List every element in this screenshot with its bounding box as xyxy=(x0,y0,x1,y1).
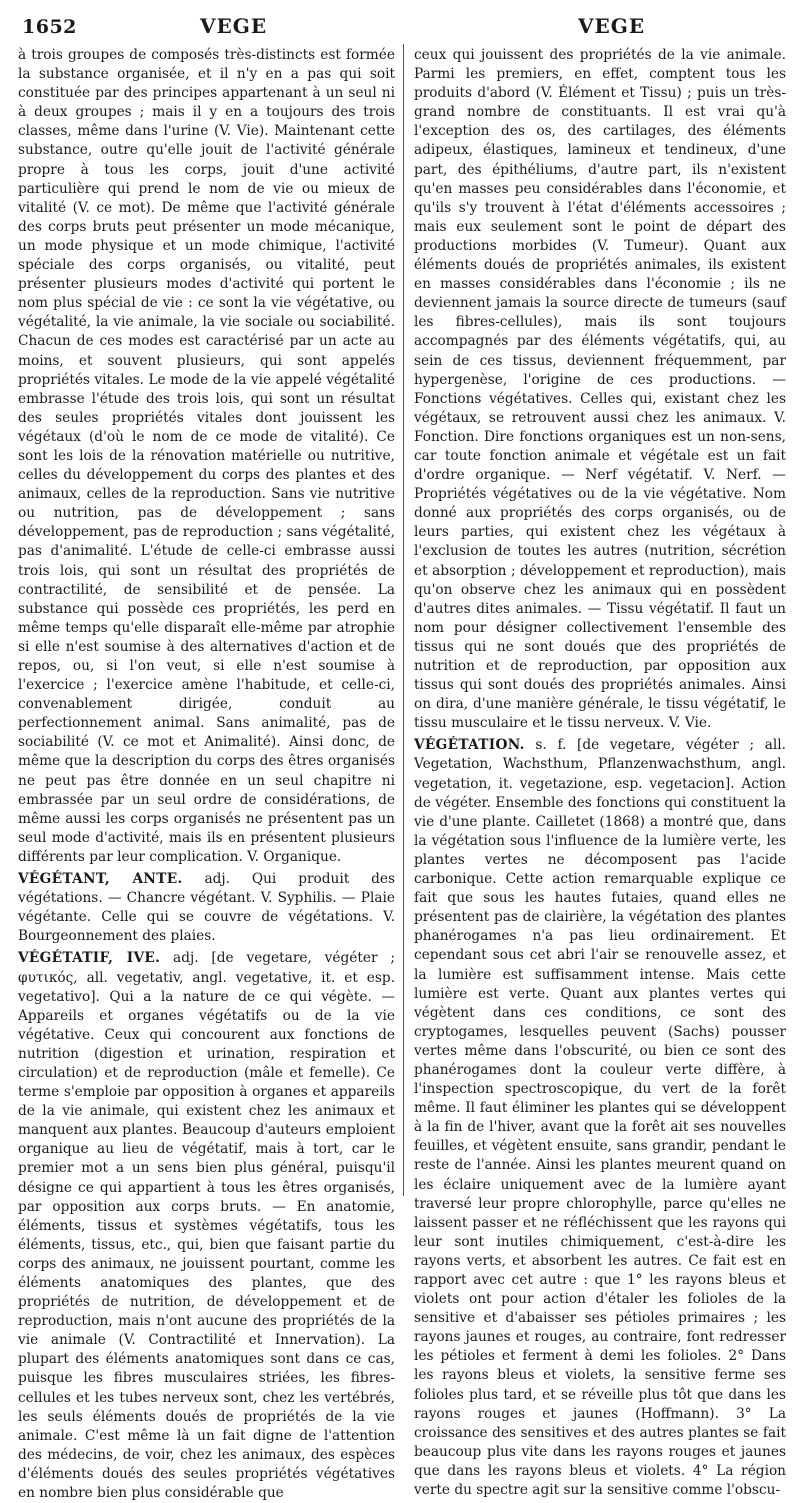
page-header xyxy=(0,0,800,44)
headword-vegetatif: VÉGÉTATIF, IVE. xyxy=(18,950,161,967)
entry-vegetatif xyxy=(18,949,395,1503)
entry-vegetant-body: adj. Qui produit des végétations. — Chancre végétant. V. Syphilis. — Plaie végétante. Celle qui se couvre de végétations. V. Bourgeonnement des plaies. xyxy=(18,871,396,945)
left-column-intro: à trois groupes de composés très-distincts est formée la substance organisée, et il n'y en a pas qui soit constituée par des principes appartenant à un seul ni à deux groupes ; mais il y en a toujours des trois classes, même dans l'urine (V. Vie). Maintenant cette substance, outre qu'elle jouit de l'activité générale propre à tous les corps, jouit d'une activité particulière qui prend le nom de vie ou mieux de vitalité (V. ce mot). De même que l'activité générale des corps bruts peut présenter un mode mécanique, un mode physique et un mode chimique, l'activité spéciale des corps organisés, ou vitalité, peut présenter plusieurs modes d'activité qui portent le nom plus spécial de vie : ce sont la vie végétative, ou végétalité, la vie animale, la vie sociale ou sociabilité. Chacun de ces modes est caractérisé par un acte au moins, et souvent plusieurs, qui sont appelés propriétés vitales. Le mode de la vie appelé végétalité embrasse l'étude des trois lois, qui sont un résultat des seules propriétés vitales dont jouissent les végétaux (d'où le nom de ce mode de vitalité). Ce sont les lois de la rénovation matérielle ou nutritive, celles du développement du corps des plantes et des animaux, celles de la reproduction. Sans vie nutritive ou nutrition, pas de développement ; sans développement, pas de reproduction ; sans végétalité, pas d'animalité. L'étude de celle-ci embrasse aussi trois lois, qui sont un résultat des propriétés de contractilité, de sensibilité et de pensée. La substance qui possède ces propriétés, les perd en même temps qu'elle disparaît elle-même par atrophie si elle n'est soumise à des alternatives d'action et de repos, ou, si l'on veut, si elle n'est soumise à l'exercice ; l'exercice amène l'habitude, et celle-ci, convenablement dirigée, conduit au perfectionnement animal. Sans animalité, pas de sociabilité (V. ce mot et Animalité). Ainsi donc, de même que la description du corps des êtres organisés ne peut pas être donnée en un seul chapitre ni embrassée par un seul ordre de considérations, de même aussi les corps organisés ne présentent pas un seul mode d'activité, mais ils en présentent plusieurs différents par leur complication. V. Organique. xyxy=(18,47,395,865)
headword-vegetation: VÉGÉTATION. xyxy=(414,737,525,754)
running-head-right: VEGE xyxy=(578,14,646,38)
entry-vegetation xyxy=(414,736,786,1500)
page-number: 1652 xyxy=(22,16,77,38)
right-column-continuation: ceux qui jouissent des propriétés de la vie animale. Parmi les premiers, en effet, comptent tous les produits d'abord (V. Élément et Tissu) ; puis un très-grand nombre de constituants. Il est vrai qu'à l'exception des os, des cartilages, des éléments adipeux, élastiques, lamineux et tendineux, d'une part, des épithéliums, d'autre part, ils n'existent qu'en masses peu considérables dans l'économie, et qu'ils s'y trouvent à l'état d'éléments accessoires ; mais eux seulement sont le point de départ des productions morbides (V. Tumeur). Quant aux éléments doués de propriétés animales, ils existent en masses considérables dans l'économie ; ils ne deviennent jamais la source directe de tumeurs (sauf les fibres-cellules), mais ils sont toujours accompagnés par des éléments végétatifs, qui, au sein de ces tissus, deviennent fréquemment, par hypergenèse, l'origine de ces productions. — Fonctions végétatives. Celles qui, existant chez les végétaux, se retrouvent aussi chez les animaux. V. Fonction. Dire fonctions organiques est un non-sens, car toute fonction animale et végétale est un fait d'ordre organique. — Nerf végétatif. V. Nerf. — Propriétés végétatives ou de la vie végétative. Nom donné aux propriétés des corps organisés, ou de leurs parties, qui existent chez les végétaux à l'exclusion de toutes les autres (nutrition, sécrétion et absorption ; développement et reproduction), mais qu'on observe chez les animaux qui en possèdent d'autres dites animales. — Tissu végétatif. Il faut un nom pour désigner collectivement l'ensemble des tissus qui ne sont doués que des propriétés de nutrition et de reproduction, par opposition aux tissus qui sont doués des propriétés animales. Ainsi on dira, d'une manière générale, le tissu végétatif, le tissu musculaire et le tissu nerveux. V. Vie. xyxy=(414,47,786,732)
running-head-left: VEGE xyxy=(200,14,268,38)
entry-vegetatif-body: adj. [de vegetare, végéter ; φυτικός, all. vegetativ, angl. vegetative, it. et esp. vegetativo]. Qui a la nature de ce qui végète. — Appareils et organes végétatifs ou de la vie végétative. Ceux qui concourent aux fonctions de nutrition (digestion et urination, respiration et circulation) et de reproduction (mâle et femelle). Ce terme s'emploie par opposition à organes et appareils de la vie animale, qui existent chez les animaux et manquent aux plantes. Beaucoup d'auteurs emploient organique au lieu de végétatif, mais à tort, car le premier mot a un sens bien plus général, puisqu'il désigne ce qui appartient à tous les êtres organisés, par opposition aux corps bruts. — En anatomie, éléments, tissus et systèmes végétatifs, tous les éléments, tissus, etc., qui, bien que faisant partie du corps des animaux, ne jouissent pourtant, comme les éléments anatomiques des plantes, que des propriétés de nutrition, de développement et de reproduction, mais n'ont aucune des propriétés de la vie animale (V. Contractilité et Innervation). La plupart des éléments anatomiques sont dans ce cas, puisque les fibres musculaires striées, les fibres-cellules et les tubes nerveux sont, chez les vertébrés, les seuls éléments doués de propriétés de la vie animale. C'est même là un fait digne de l'attention des médecins, de voir, chez les animaux, des espèces d'éléments doués des seules propriétés végétatives en nombre bien plus considérable que xyxy=(18,950,395,1502)
right-column xyxy=(414,46,786,1499)
entry-vegetation-body: s. f. [de vegetare, végéter ; all. Vegetation, Wachsthum, Pflanzenwachsthum, angl. vegetation, it. vegetazione, esp. vegetacion]. Action de végéter. Ensemble des fonctions qui constituent la vie d'une plante. Cailletet (1868) a montré que, dans la végétation sous l'influence de la lumière verte, les plantes vertes ne décomposent pas l'acide carbonique. Cette action remarquable explique ce fait que sous les hautes futaies, quand elles ne présentent pas de clairière, la végétation des plantes phanérogames n'a pas lieu ordinairement. Et cependant sous cet abri l'air se renouvelle assez, et la lumière est suffisamment intense. Mais cette lumière est verte. Quant aux plantes vertes qui végètent dans ces conditions, ce sont des cryptogames, lesquelles peuvent (Sachs) pousser vertes même dans l'obscurité, ou bien ce sont des phanérogames dont la couleur verte diffère, à l'inspection spectroscopique, du vert de la forêt même. Il faut éliminer les plantes qui se développent à la fin de l'hiver, avant que la forêt ait ses nouvelles feuilles, et végètent ensuite, sans grandir, pendant le reste de l'année. Ainsi les plantes meurent quand on les éclaire uniquement avec de la lumière ayant traversé leur propre chlorophylle, parce qu'elles ne laissent passer et ne réfléchissent que les rayons qui leur sont inutiles chimiquement, c'est-à-dire les rayons verts, et absorbent les autres. Ce fait est en rapport avec cet autre : que 1° les rayons bleus et violets ont pour action d'étaler les folioles de la sensitive et d'abaisser ses pétioles primaires ; les rayons jaunes et rouges, au contraire, font redresser les pétioles et ferment à demi les folioles. 2° Dans les rayons bleus et violets, la sensitive ferme ses folioles plus tard, et se réveille plus tôt que dans les rayons rouges et jaunes (Hoffmann). 3° La croissance des sensitives et des autres plantes se fait beaucoup plus vite dans les rayons rouges et jaunes que dans les rayons bleus et violets. 4° La région verte du spectre agit sur la sensitive comme l'obscu- xyxy=(414,737,786,1499)
column-divider xyxy=(403,44,404,1196)
headword-vegetant: VÉGÉTANT, ANTE. xyxy=(18,871,183,888)
entry-vegetant xyxy=(18,870,395,946)
left-column xyxy=(18,46,396,1502)
